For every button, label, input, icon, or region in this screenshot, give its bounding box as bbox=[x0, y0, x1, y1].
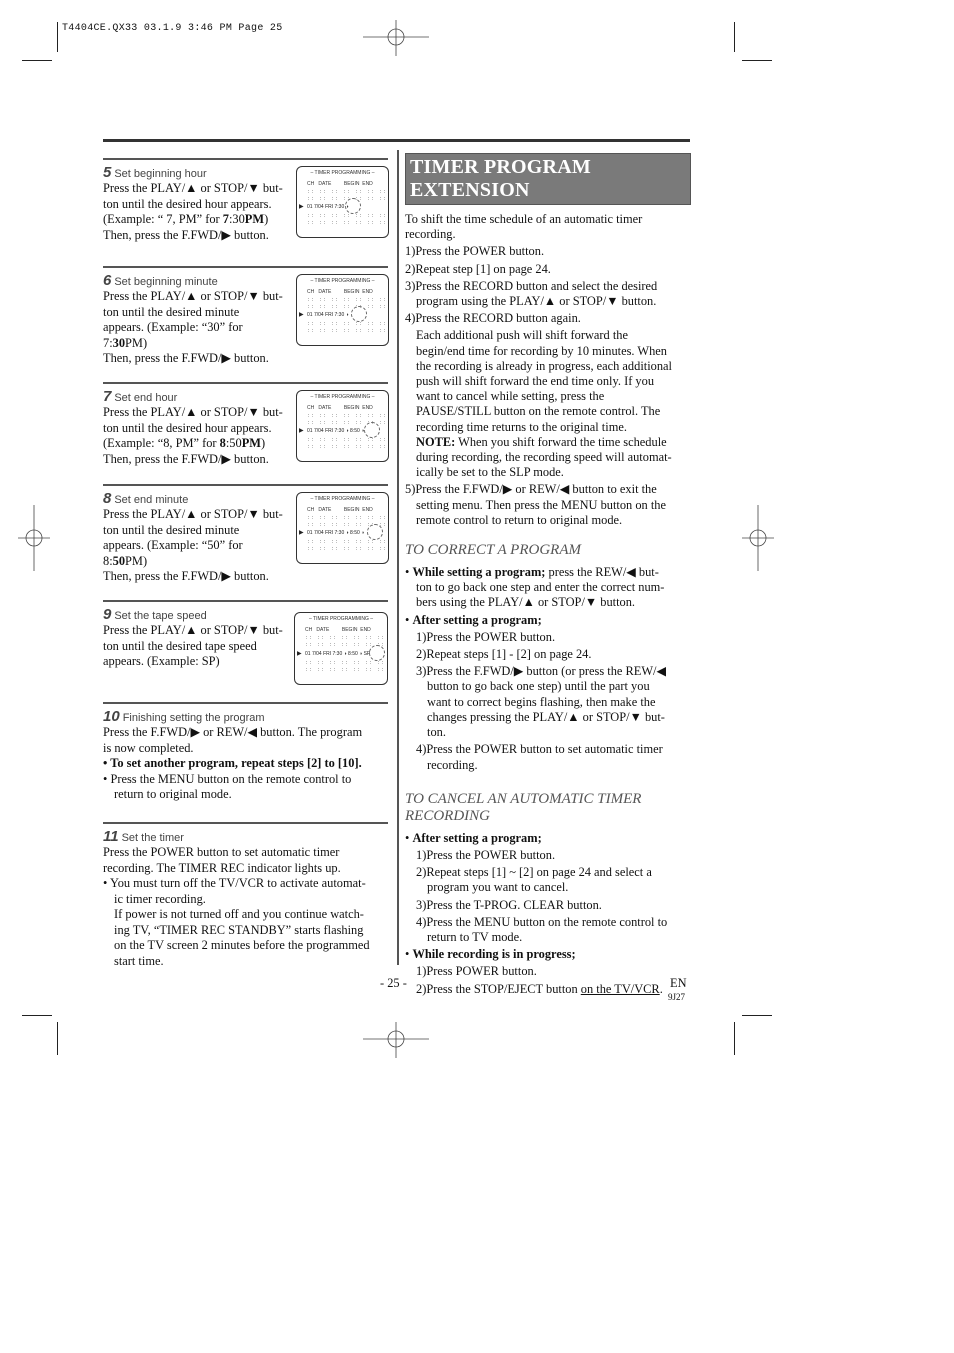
section-title-correct-program: TO CORRECT A PROGRAM bbox=[405, 542, 581, 559]
crop-mark bbox=[734, 1022, 735, 1055]
step-8 bbox=[103, 484, 388, 600]
crop-mark bbox=[57, 22, 58, 52]
correct-body: • While setting a program; press the REW/◀ but- ton to go back one step and enter the correct num- bers using the PLAY/▲ or STOP/▼ button. • After setting a program; 1)Press the POWER button. 2)Repeat steps [1] - [2] on page 24. 3)Press the F.FWD/▶ button (or press the REW/◀ button to go back one step) until the part you want to correct begins flashing, then make the changes pressing the PLAY/▲ or STOP/▼ but- ton. 4)Press the POWER button to set automatic timer recording. bbox=[405, 565, 667, 772]
crop-mark bbox=[22, 1015, 52, 1016]
step-instructions: Press the PLAY/▲ or STOP/▼ but- ton until the desired minute appears. (Example: “30” for 7:30PM) Then, press the F.FWD/▶ button. bbox=[103, 289, 283, 365]
step-heading: 10 Finishing setting the program bbox=[103, 708, 265, 725]
top-rule bbox=[103, 139, 690, 142]
step-heading: 6 Set beginning minute bbox=[103, 272, 218, 289]
crop-mark bbox=[22, 60, 52, 61]
crop-mark bbox=[742, 60, 772, 61]
step-7 bbox=[103, 382, 388, 484]
crop-mark bbox=[742, 1015, 772, 1016]
step-heading: 9 Set the tape speed bbox=[103, 606, 207, 623]
page-number: - 25 - bbox=[380, 976, 407, 990]
step-instructions: Press the F.FWD/▶ or REW/◀ button. The program is now completed. • To set another program, repeat steps [2] to [10]. • Press the MENU button on the remote control to return to original mode. bbox=[103, 725, 363, 801]
print-header: T4404CE.QX33 03.1.9 3:46 PM Page 25 bbox=[62, 23, 283, 34]
crop-mark bbox=[734, 22, 735, 52]
step-5 bbox=[103, 158, 388, 266]
registration-mark-icon bbox=[742, 505, 774, 571]
registration-mark-icon bbox=[18, 505, 50, 571]
column-divider bbox=[397, 150, 399, 965]
step-6 bbox=[103, 266, 388, 382]
step-heading: 5 Set beginning hour bbox=[103, 164, 207, 181]
registration-mark-icon bbox=[363, 1022, 429, 1058]
step-instructions: Press the PLAY/▲ or STOP/▼ but- ton until the desired hour appears. (Example: “8, PM” for 8:50PM) Then, press the F.FWD/▶ button. bbox=[103, 405, 283, 466]
section-title-cancel-timer: TO CANCEL AN AUTOMATIC TIMER RECORDING bbox=[405, 790, 642, 824]
step-10 bbox=[103, 702, 388, 822]
registration-mark-icon bbox=[363, 20, 429, 56]
lcd-screen: – TIMER PROGRAMMING – CH DATE BEGIN END :: :: :: :: :: :: :: :: :: :: :: :: :: :: ▶ 01 7/04 FRI 7:30 ◑ 8:50 ◑ SP :: :: :: :: :: :: :: :: :: :: :: :: :: :: bbox=[294, 612, 388, 685]
lcd-screen: – TIMER PROGRAMMING – CH DATE BEGIN END :: :: :: :: :: :: :: :: :: :: :: :: :: :: ▶ 01 7/04 FRI 7:30 ◑ 8:50 ◑ :: :: :: :: :: :: :: :: :: :: :: :: :: :: bbox=[296, 390, 389, 462]
step-heading: 7 Set end hour bbox=[103, 388, 178, 405]
step-instructions: Press the POWER button to set automatic timer recording. The TIMER REC indicator lights up. • You must turn off the TV/VCR to activate automat- ic timer recording. If power is not turned off and you continue watch- ing TV, “TIMER REC STANDBY” starts flashing on the TV screen 2 minutes before the programmed start time. bbox=[103, 845, 370, 968]
crop-mark bbox=[57, 1022, 58, 1055]
section-title-timer-program-extension: TIMER PROGRAM EXTENSION bbox=[405, 153, 691, 205]
right-column bbox=[405, 153, 691, 997]
step-instructions: Press the PLAY/▲ or STOP/▼ but- ton until the desired minute appears. (Example: “50” for 8:50PM) Then, press the F.FWD/▶ button. bbox=[103, 507, 283, 583]
cancel-body: • After setting a program; 1)Press the POWER button. 2)Repeat steps [1] ~ [2] on page 24 and select a program you want to cancel. 3)Press the T-PROG. CLEAR button. 4)Press the MENU button on the remote control to return to TV mode. • While recording is in progress; 1)Press POWER button. 2)Press the STOP/EJECT button on the TV/VCR. bbox=[405, 830, 668, 996]
lcd-screen: – TIMER PROGRAMMING – CH DATE BEGIN END :: :: :: :: :: :: :: :: :: :: :: :: :: :: ▶ 01 7/04 FRI 7:30 ◑ :: :: :: :: :: :: :: :: :: :: :: :: :: :: bbox=[296, 274, 389, 346]
extension-body: To shift the time schedule of an automatic timer recording. 1)Press the POWER button. 2)Repeat step [1] on page 24. 3)Press the RECORD button and select the desired program using the PLAY/▲ or STOP/▼ button. 4)Press the RECORD button again. Each additional push will shift forward the begin/end time for recording by 10 minutes. When the recording is already in progress, each additional push will shift forward the end time only. If you want to cancel while setting, press the PAUSE/STILL button on the remote control. The recording time returns to the original time. NOTE: When you shift forward the time schedule during recording, the recording speed will automat- ically be set to the SLP mode. 5)Press the F.FWD/▶ or REW/◀ button to exit the setting menu. Then press the MENU button on the remote control to return to original mode. bbox=[405, 212, 672, 527]
step-instructions: Press the PLAY/▲ or STOP/▼ but- ton until the desired tape speed appears. (Example: SP) bbox=[103, 623, 283, 668]
left-column bbox=[103, 158, 388, 969]
language-code: EN bbox=[670, 976, 687, 990]
step-instructions: Press the PLAY/▲ or STOP/▼ but- ton until the desired hour appears. (Example: “ 7, PM” for 7:30PM) Then, press the F.FWD/▶ button. bbox=[103, 181, 283, 242]
step-heading: 8 Set end minute bbox=[103, 490, 189, 507]
step-heading: 11 Set the timer bbox=[103, 828, 184, 845]
lcd-screen: – TIMER PROGRAMMING – CH DATE BEGIN END :: :: :: :: :: :: :: :: :: :: :: :: :: :: ▶ 01 7/04 FRI 7:30 ◑ 8:50 ◑ :: :: :: :: :: :: :: :: :: :: :: :: :: :: bbox=[296, 492, 389, 564]
lcd-screen: – TIMER PROGRAMMING – CH DATE BEGIN END :: :: :: :: :: :: :: :: :: :: :: :: :: :: ▶ 01 7/04 FRI 7:30 ◑ :: :: :: :: :: :: :: :: :: :: :: :: :: :: bbox=[296, 166, 389, 238]
step-11 bbox=[103, 822, 388, 969]
model-code: 9J27 bbox=[668, 992, 686, 1002]
step-9 bbox=[103, 600, 388, 702]
